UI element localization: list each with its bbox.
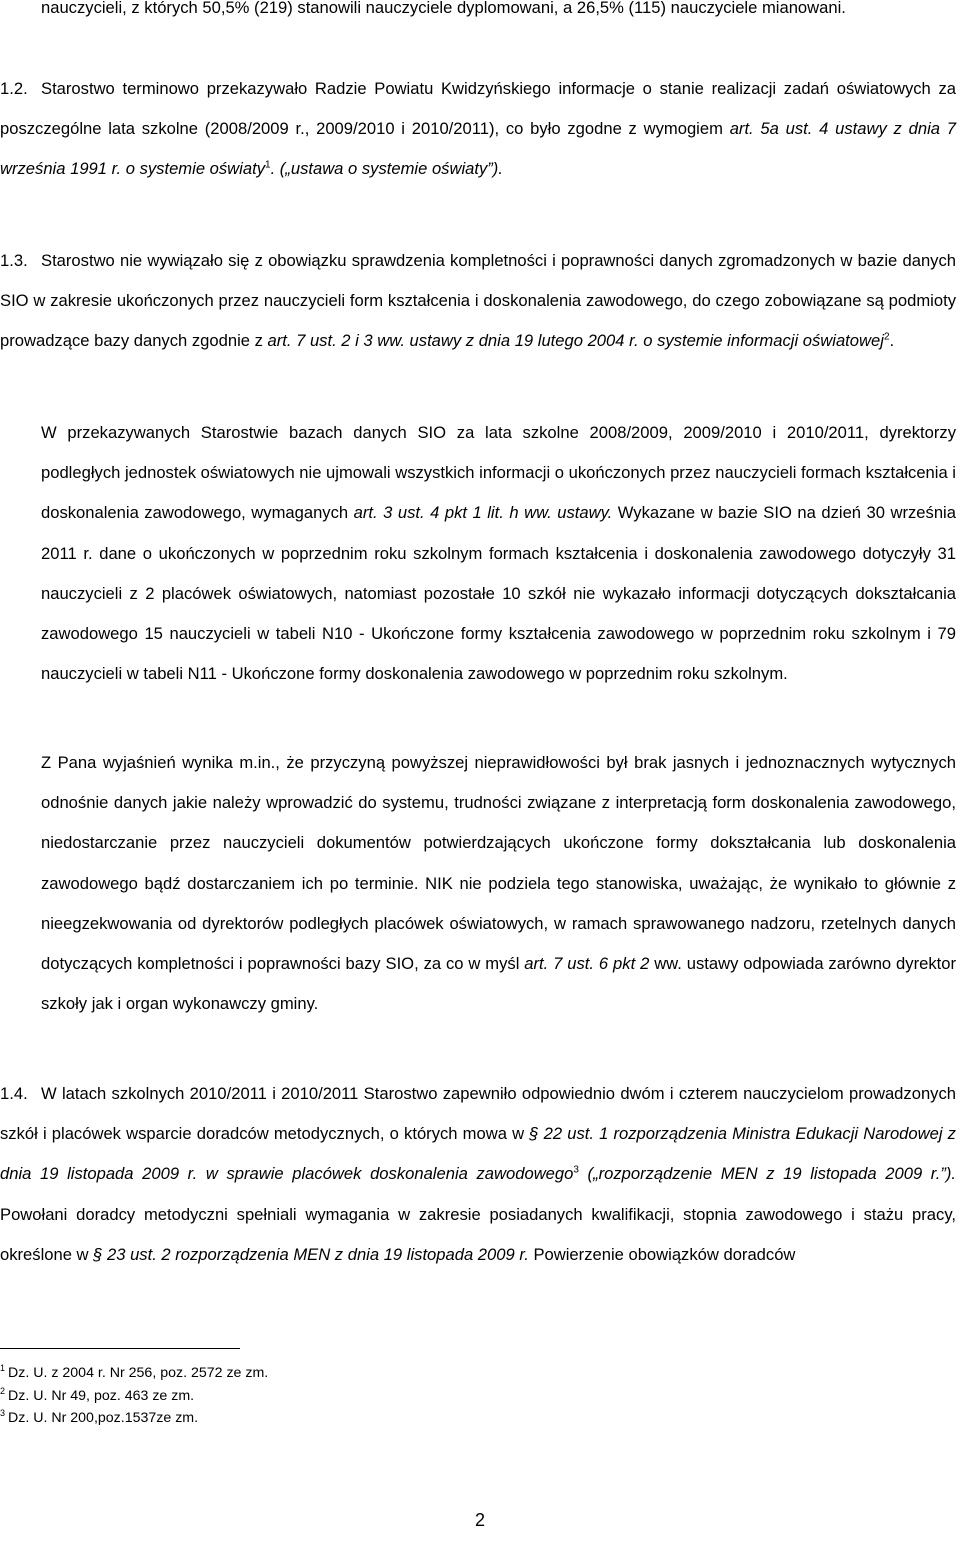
footnote: [0, 1385, 268, 1408]
paragraph-text: Starostwo terminowo przekazywało Radzie Powiatu Kwidzyńskiego informacje o stanie realizacji zadań oświatowych za poszczególne lata szkolne (2008/2009 r., 2009/2010 i 2010/2011), co było zgodne z wymogiem: [0, 79, 956, 139]
paragraph-1-3: [0, 241, 956, 362]
footnote-text: Dz. U. Nr 200,poz.1537ze zm.: [8, 1410, 199, 1426]
paragraph-number: 1.4.: [0, 1084, 28, 1103]
footnote: [0, 1362, 268, 1385]
footnote-mark: 2: [0, 1385, 6, 1396]
legal-citation: art. 7 ust. 6 pkt 2: [524, 954, 650, 974]
footnote-separator: [0, 1348, 240, 1349]
footnote-reference: 3: [573, 1164, 579, 1176]
legal-citation: § 23 ust. 2 rozporządzenia MEN z dnia 19 listopada 2009 r.: [93, 1244, 529, 1264]
footnote: [0, 1407, 268, 1430]
footnote-reference: 1: [265, 159, 271, 171]
paragraph-number: 1.3.: [0, 251, 28, 270]
footnote-text: Dz. U. z 2004 r. Nr 256, poz. 2572 ze zm.: [8, 1365, 269, 1381]
paragraph-sio-data: [41, 413, 956, 694]
paragraph-text: .: [889, 331, 895, 351]
paragraph-number: 1.2.: [0, 79, 28, 98]
legal-citation: art. 5a ust. 4 ustawy z dnia 7 września 1991 r. o systemie oświaty: [0, 119, 956, 179]
footnote-mark: 1: [0, 1363, 6, 1374]
paragraph-text: W latach szkolnych 2010/2011 i 2010/2011 Starostwo zapewniło odpowiednio dwóm i czterem nauczycielom prowadzonych szkół i placówek wsparcie doradców metodycznych, o których mowa w: [0, 1084, 956, 1144]
paragraph-text: Z Pana wyjaśnień wynika m.in., że przyczyną powyższej nieprawidłowości był brak jasnych i jednoznacznych wytycznych odnośnie danych jakie należy wprowadzić do systemu, trudności związane z interpretacją form doskonalenia zawodowego, niedostarczanie przez nauczycieli dokumentów potwierdzających ukończone formy dokształcania lub doskonalenia zawodowego bądź dostarczaniem ich po terminie. NIK nie podziela tego stanowiska, uważając, że wynikało to głównie z nieegzekwowania od dyrektorów podległych placówek oświatowych, w ramach sprawowanego nadzoru, rzetelnych danych dotyczących kompletności i poprawności bazy SIO, za co w myśl: [41, 753, 956, 974]
page-number: 2: [474, 1510, 485, 1530]
footnotes: [0, 1362, 268, 1430]
paragraph-intro: [41, 0, 956, 28]
legal-citation: art. 7 ust. 2 i 3 ww. ustawy z dnia 19 lutego 2004 r. o systemie informacji oświatowej: [267, 331, 884, 351]
legal-citation: § 22 ust. 1 rozporządzenia Ministra Edukacji Narodowej z dnia 19 listopada 2009 r. w sprawie placówek doskonalenia zawodowego: [0, 1124, 956, 1184]
paragraph-1-2: [0, 69, 956, 190]
paragraph-text: W przekazywanych Starostwie bazach danych SIO za lata szkolne 2008/2009, 2009/2010 i 2010/2011, dyrektorzy podległych jednostek oświatowych nie ujmowali wszystkich informacji o ukończonych przez nauczycieli formach kształcenia i doskonalenia zawodowego, wymaganych: [41, 423, 956, 523]
paragraph-text: ww. ustawy odpowiada zarówno dyrektor szkoły jak i organ wykonawczy gminy.: [41, 954, 956, 1014]
paragraph-1-4: [0, 1074, 956, 1275]
footnote-text: Dz. U. Nr 49, poz. 463 ze zm.: [8, 1387, 195, 1404]
legal-citation: . („ustawa o systemie oświaty”).: [270, 159, 503, 179]
paragraph-text: nauczycieli, z których 50,5% (219) stanowili nauczyciele dyplomowani, a 26,5% (115) nauczyciele mianowani.: [41, 0, 846, 17]
paragraph-text: Powierzenie obowiązków doradców: [528, 1244, 796, 1264]
legal-citation: („rozporządzenie MEN z 19 listopada 2009 r.”).: [578, 1164, 956, 1184]
paragraph-text: Powołani doradcy metodyczni spełniali wymagania w zakresie posiadanych kwalifikacji, stopnia zawodowego i stażu pracy, określone w: [0, 1204, 956, 1264]
legal-citation: art. 3 ust. 4 pkt 1 lit. h ww. ustawy.: [353, 503, 613, 523]
footnote-mark: 3: [0, 1408, 6, 1419]
paragraph-text: Starostwo nie wywiązało się z obowiązku sprawdzenia kompletności i poprawności danych zgromadzonych w bazie danych SIO w zakresie ukończonych przez nauczycieli form kształcenia i doskonalenia zawodowego, do czego zobowiązane są podmioty prowadzące bazy danych zgodnie z: [0, 251, 956, 351]
paragraph-explanation: [41, 743, 956, 1024]
footnote-reference: 2: [883, 331, 890, 343]
paragraph-text: Wykazane w bazie SIO na dzień 30 września 2011 r. dane o ukończonych w poprzednim roku szkolnym formach kształcenia i doskonalenia zawodowego dotyczyły 31 nauczycieli z 2 placówek oświatowych, natomiast pozostałe 10 szkół nie wykazało informacji dotyczących dokształcania zawodowego 15 nauczycieli w tabeli N10 - Ukończone formy kształcenia zawodowego w poprzednim roku szkolnym i 79 nauczycieli w tabeli N11 - Ukończone formy doskonalenia zawodowego w poprzednim roku szkolnym.: [41, 503, 956, 684]
